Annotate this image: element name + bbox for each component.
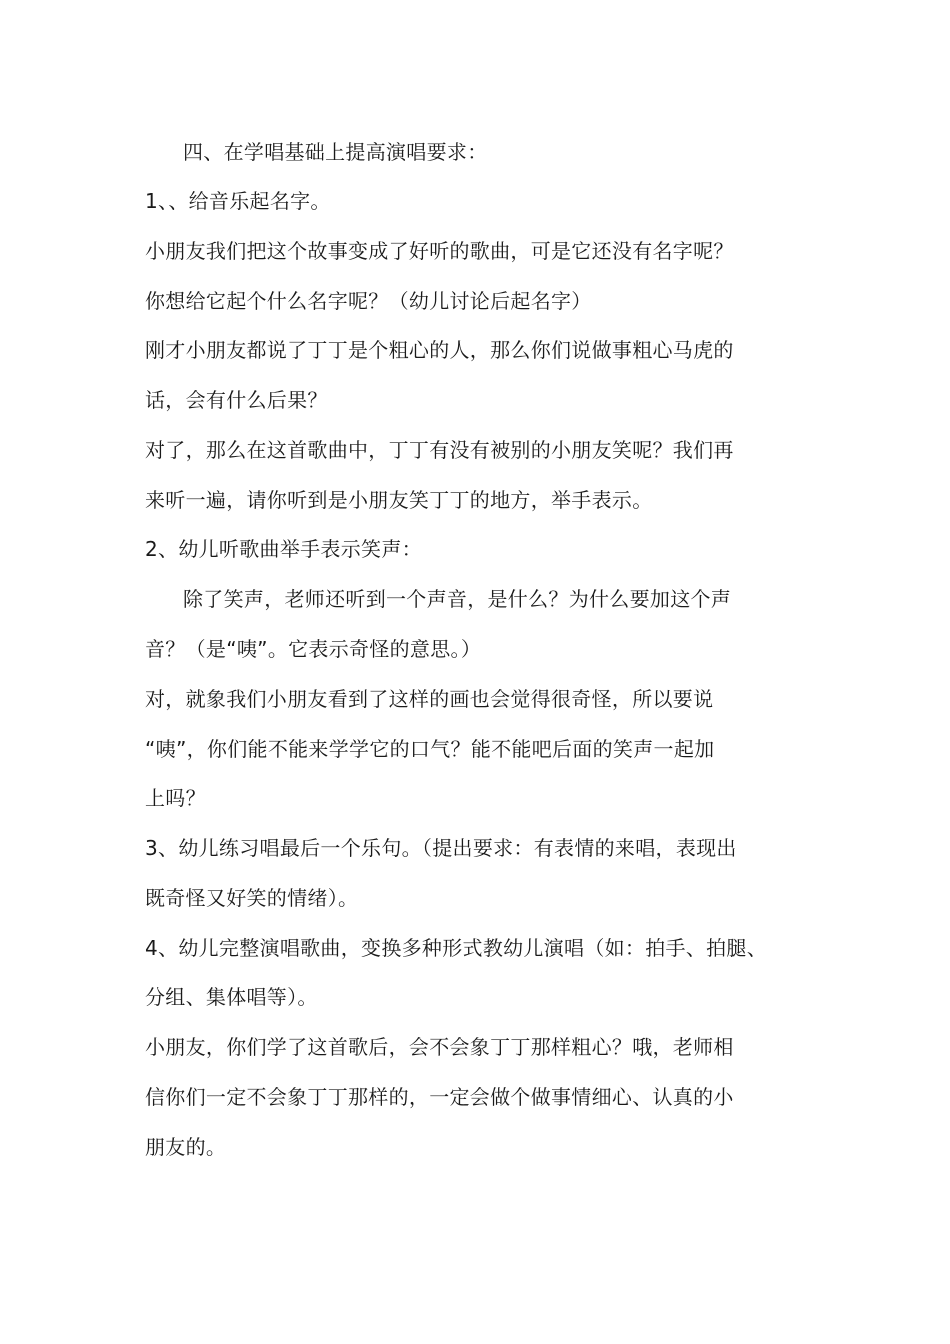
step-4-heading: 4、幼儿完整演唱歌曲，变换多种形式教幼儿演唱（如：拍手、拍腿、 [145,936,768,960]
paragraph-line: 既奇怪又好笑的情绪）。 [145,886,359,910]
paragraph-line: 分组、集体唱等）。 [145,985,318,1009]
step-1-heading: 1、、给音乐起名字。 [145,189,331,213]
paragraph-line: 信你们一定不会象丁丁那样的，一定会做个做事情细心、认真的小 [145,1085,734,1109]
paragraph-line: “咦”，你们能不能来学学它的口气？能不能吧后面的笑声一起加 [145,737,715,761]
step-2-heading: 2、幼儿听歌曲举手表示笑声： [145,537,422,561]
step-3-heading: 3、幼儿练习唱最后一个乐句。（提出要求：有表情的来唱，表现出 [145,836,737,860]
paragraph-line: 上吗？ [145,786,206,810]
paragraph-line: 话，会有什么后果？ [145,388,328,412]
paragraph-line: 你想给它起个什么名字呢？（幼儿讨论后起名字） [145,289,592,313]
paragraph-line: 朋友的。 [145,1135,227,1159]
paragraph-line: 音？（是“咦”。它表示奇怪的意思。） [145,637,482,661]
paragraph-line: 刚才小朋友都说了丁丁是个粗心的人，那么你们说做事粗心马虎的 [145,338,734,362]
paragraph-line: 小朋友，你们学了这首歌后，会不会象丁丁那样粗心？哦，老师相 [145,1035,734,1059]
paragraph-line: 对，就象我们小朋友看到了这样的画也会觉得很奇怪，所以要说 [145,687,714,711]
paragraph-line: 除了笑声，老师还听到一个声音，是什么？为什么要加这个声 [183,587,732,611]
section-heading: 四、在学唱基础上提高演唱要求： [183,140,488,164]
paragraph-line: 来听一遍，请你听到是小朋友笑丁丁的地方，举手表示。 [145,488,653,512]
paragraph-line: 对了，那么在这首歌曲中，丁丁有没有被别的小朋友笑呢？我们再 [145,438,734,462]
paragraph-line: 小朋友我们把这个故事变成了好听的歌曲，可是它还没有名字呢？ [145,239,734,263]
